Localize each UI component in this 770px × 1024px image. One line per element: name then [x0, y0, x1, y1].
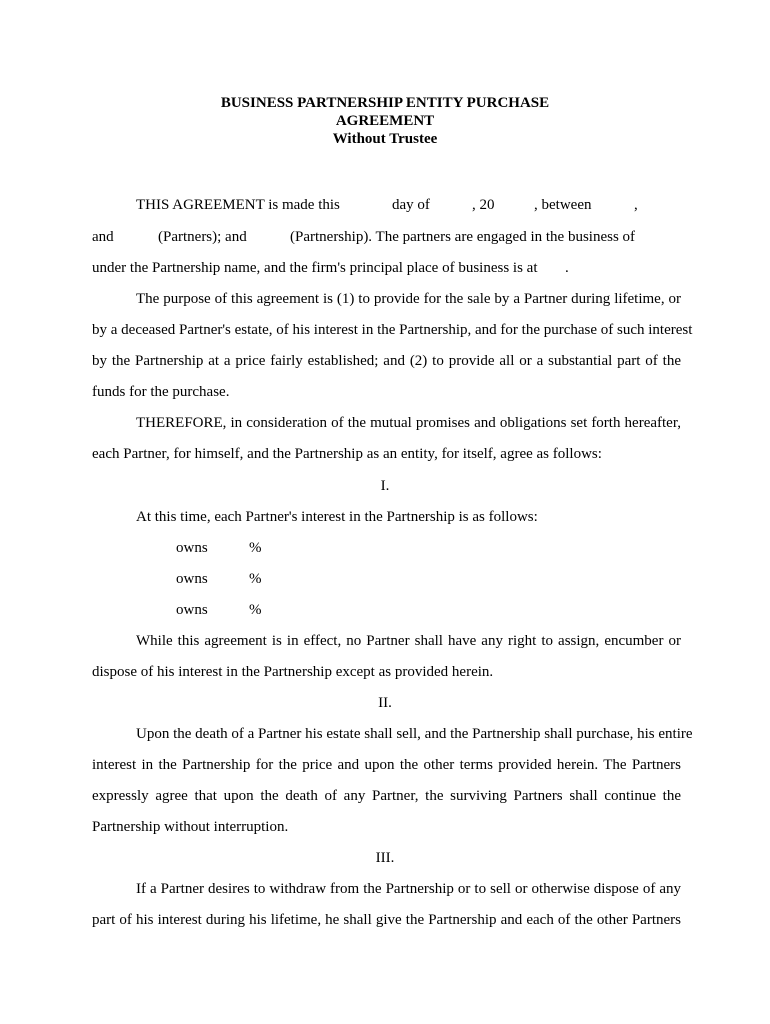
document-subtitle: Without Trustee: [332, 131, 438, 147]
owns-percent: %: [249, 540, 262, 556]
owns-percent: %: [249, 571, 262, 587]
document-title-line2: AGREEMENT: [335, 113, 435, 129]
purpose-line: funds for the purchase.: [92, 384, 230, 400]
section-text: Partnership without interruption.: [92, 819, 289, 835]
owns-label: owns: [176, 571, 208, 587]
intro-text: THIS AGREEMENT is made this: [136, 197, 340, 213]
intro-text: and: [92, 229, 114, 245]
intro-text: day of: [392, 197, 430, 213]
intro-text: (Partnership). The partners are engaged in the business of: [290, 229, 636, 245]
section-text: part of his interest during his lifetime, he shall give the Partnership and each of the other Partners: [92, 912, 681, 928]
intro-text: (Partners); and: [158, 229, 247, 245]
owns-label: owns: [176, 540, 208, 556]
intro-text: .: [565, 260, 569, 276]
therefore-line: each Partner, for himself, and the Partnership as an entity, for itself, agree as follows:: [92, 446, 602, 462]
intro-text: , between: [534, 197, 592, 213]
therefore-line: THEREFORE, in consideration of the mutual promises and obligations set forth hereafter,: [136, 415, 681, 431]
section-text: expressly agree that upon the death of any Partner, the surviving Partners shall continue the: [92, 788, 681, 804]
section-heading: II.: [378, 695, 392, 711]
purpose-line: by a deceased Partner's estate, of his interest in the Partnership, and for the purchase of such interest: [92, 322, 693, 338]
owns-percent: %: [249, 602, 262, 618]
intro-text: , 20: [472, 197, 495, 213]
section-text: If a Partner desires to withdraw from the Partnership or to sell or otherwise dispose of any: [136, 881, 681, 897]
section-heading: I.: [380, 478, 390, 494]
section-heading: III.: [375, 850, 395, 866]
intro-text: ,: [634, 197, 638, 213]
section-text: dispose of his interest in the Partnership except as provided herein.: [92, 664, 494, 680]
purpose-line: by the Partnership at a price fairly established; and (2) to provide all or a substantial part of the: [92, 353, 681, 369]
section-text: While this agreement is in effect, no Partner shall have any right to assign, encumber or: [136, 633, 681, 649]
section-text: interest in the Partnership for the price and upon the other terms provided herein. The Partners: [92, 757, 681, 773]
intro-text: under the Partnership name, and the firm's principal place of business is at: [92, 260, 538, 276]
document-title-line1: BUSINESS PARTNERSHIP ENTITY PURCHASE: [220, 95, 550, 111]
owns-label: owns: [176, 602, 208, 618]
purpose-line: The purpose of this agreement is (1) to provide for the sale by a Partner during lifetime, or: [136, 291, 681, 307]
section-text: Upon the death of a Partner his estate shall sell, and the Partnership shall purchase, his entire: [136, 726, 693, 742]
section-text: At this time, each Partner's interest in the Partnership is as follows:: [136, 509, 538, 525]
